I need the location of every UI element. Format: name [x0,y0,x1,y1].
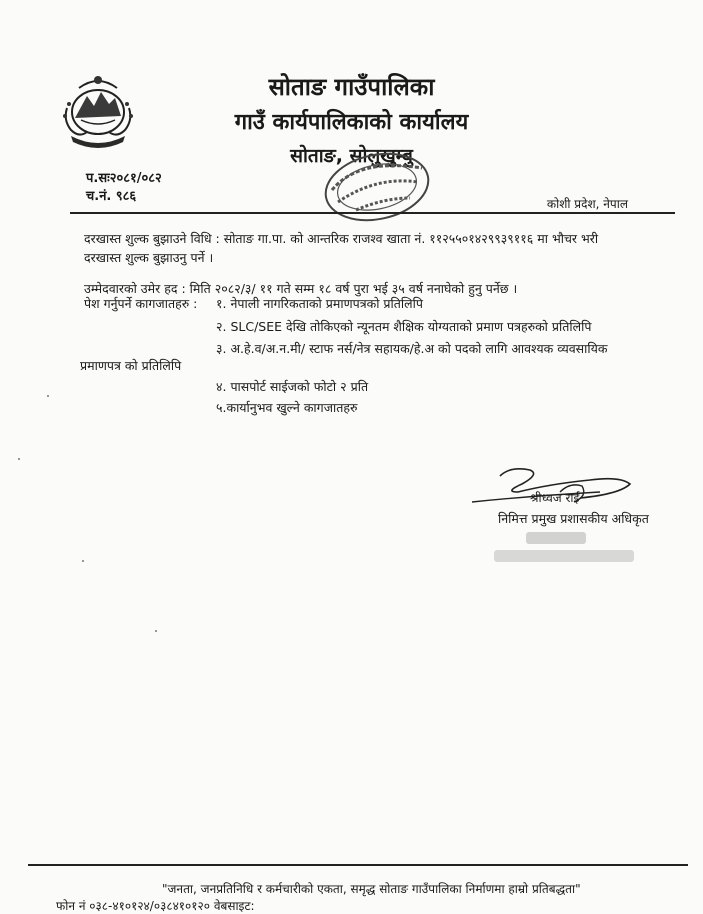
province-label: कोशी प्रदेश, नेपाल [546,197,628,211]
document-item-3-continued: प्रमाणपत्र को प्रतिलिपि [80,358,182,373]
document-item-4: ४. पासपोर्ट साईजको फोटो २ प्रति [216,379,369,394]
scan-speck [47,395,49,397]
office-address: सोताङ, सोलुखुम्बु [290,145,413,167]
signatory-title: निमित्त प्रमुख प्रशासकीय अधिकृत [498,511,649,526]
footer-slogan: "जनता, जनप्रतिनिधि र कर्मचारीको एकता, समृद्ध सोताङ गाउँपालिका निर्माणमा हाम्रो प्रतिबद्धता" [162,882,581,896]
document-item-5: ५.कार्यानुभव खुल्ने कागजातहरु [216,400,358,415]
fee-instruction-line1: दरखास्त शुल्क बुझाउने विधि : सोताङ गा.पा. को आन्तरिक राजश्व खाता नं. ११२५५०१४२९९३९११६ मा भौचर भरी [84,231,599,246]
document-item-2: २. SLC/SEE देखि तोकिएको न्यूनतम शैक्षिक योग्यताको प्रमाण पत्रहरुको प्रतिलिपि [216,319,592,334]
scan-speck [155,630,157,632]
footer-contact: फोन नं ०३८-४१०१२४/०३८४१०१२० वेबसाइट: [56,899,255,913]
municipality-name: सोताङ गाउँपालिका [268,73,435,101]
fee-instruction-line2: दरखास्त शुल्क बुझाउनु पर्ने । [84,250,214,265]
document-item-3: ३. अ.हे.व/अ.न.मी/ स्टाफ नर्स/नेत्र सहायक/हे.अ को पदको लागि आवश्यक व्यवसायिक [216,341,608,356]
signature-stamp [490,528,640,570]
age-limit: उम्मेदवारको उमेर हद : मिति २०८२/३/ ११ गते सम्म १८ वर्ष पुरा भई ३५ वर्ष ननाघेको हुनु पर्नेछ । [84,281,518,296]
header-divider [70,212,675,214]
patra-sankhya: प.सः२०८१/०८२ [86,171,162,186]
document-item-1: १. नेपाली नागरिकताको प्रमाणपत्रको प्रतिलिपि [216,296,423,311]
scan-speck [82,560,84,562]
signatory-name: श्रीध्वज राई [530,491,580,505]
documents-label: पेश गर्नुपर्ने कागजातहरु : [84,296,198,311]
chalani-number: च.नं. ९८६ [86,189,137,204]
scan-speck [18,458,20,460]
office-name: गाउँ कार्यपालिकाको कार्यालय [234,110,469,135]
footer-divider [28,864,688,866]
